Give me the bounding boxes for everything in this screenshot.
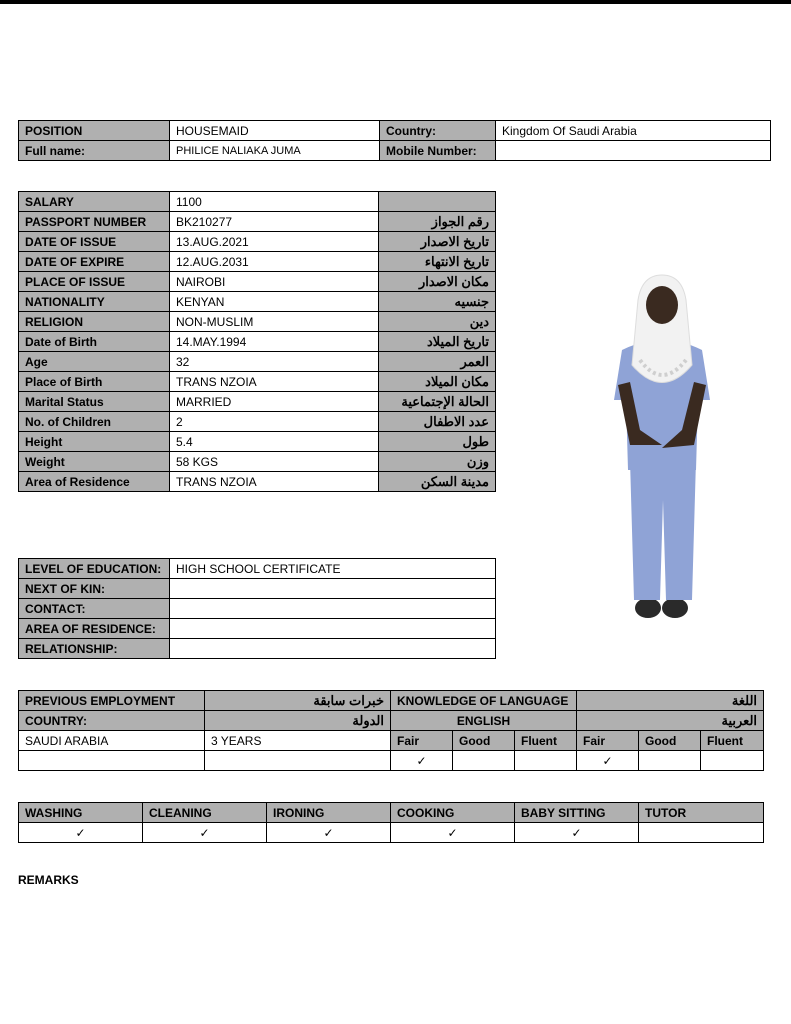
detail-label: Weight [19,452,170,472]
detail-arabic-label: مدينة السكن [379,472,496,492]
education-label: AREA OF RESIDENCE: [19,619,170,639]
education-label: RELATIONSHIP: [19,639,170,659]
details-row [19,392,496,412]
skills-table [18,802,764,843]
education-value [170,599,496,619]
detail-arabic-label: مكان الاصدار [379,272,496,292]
details-row [19,432,496,452]
emp-country-arabic: الدولة [205,711,391,731]
details-row [19,192,496,212]
education-value: HIGH SCHOOL CERTIFICATE [170,559,496,579]
skill-ironing-check: ✓ [267,823,391,843]
detail-label: NATIONALITY [19,292,170,312]
detail-value: 12.AUG.2031 [170,252,379,272]
emp-row-2 [19,711,764,731]
details-row [19,232,496,252]
skills-header-row [19,803,764,823]
emp-duration-value: 3 YEARS [205,731,391,751]
skill-tutor-label: TUTOR [639,803,764,823]
skill-cooking-check: ✓ [391,823,515,843]
prev-employment-label: PREVIOUS EMPLOYMENT [19,691,205,711]
detail-label: Age [19,352,170,372]
arabic-fluent-check [701,751,764,771]
detail-value: NAIROBI [170,272,379,292]
details-row [19,252,496,272]
detail-label: Marital Status [19,392,170,412]
english-fluent-label: Fluent [515,731,577,751]
remarks-label: REMARKS [18,873,79,887]
skill-washing-check: ✓ [19,823,143,843]
detail-value: 13.AUG.2021 [170,232,379,252]
emp-row-3 [19,731,764,751]
skill-ironing-label: IRONING [267,803,391,823]
country-value: Kingdom Of Saudi Arabia [496,121,771,141]
photo-figure [614,275,710,618]
mobile-label: Mobile Number: [380,141,496,161]
top-border [0,0,791,4]
arabic-language-label: العربية [577,711,764,731]
fullname-label: Full name: [19,141,170,161]
detail-arabic-label: تاريخ الانتهاء [379,252,496,272]
arabic-fair-check: ✓ [577,751,639,771]
detail-label: RELIGION [19,312,170,332]
arabic-fair-label: Fair [577,731,639,751]
detail-arabic-label [379,192,496,212]
header-table [18,120,771,161]
english-label: ENGLISH [391,711,577,731]
detail-value: KENYAN [170,292,379,312]
detail-arabic-label: تاريخ الاصدار [379,232,496,252]
detail-label: Height [19,432,170,452]
detail-arabic-label: طول [379,432,496,452]
detail-value: 14.MAY.1994 [170,332,379,352]
skills-check-row [19,823,764,843]
emp-blank-1 [19,751,205,771]
details-table [18,191,496,492]
education-row [19,639,496,659]
detail-arabic-label: رقم الجواز [379,212,496,232]
education-row [19,559,496,579]
employment-language-table [18,690,764,771]
english-good-label: Good [453,731,515,751]
detail-label: Place of Birth [19,372,170,392]
detail-arabic-label: تاريخ الميلاد [379,332,496,352]
prev-employment-arabic: خبرات سابقة [205,691,391,711]
detail-label: DATE OF EXPIRE [19,252,170,272]
country-label: Country: [380,121,496,141]
skill-babysitting-check: ✓ [515,823,639,843]
candidate-photo [600,270,725,630]
header-row-1 [19,121,771,141]
detail-label: No. of Children [19,412,170,432]
education-table [18,558,496,659]
details-row [19,212,496,232]
education-label: CONTACT: [19,599,170,619]
detail-value: 32 [170,352,379,372]
education-row [19,619,496,639]
detail-value: 1100 [170,192,379,212]
detail-arabic-label: الحالة الإجتماعية [379,392,496,412]
english-good-check [453,751,515,771]
detail-label: Date of Birth [19,332,170,352]
details-row [19,372,496,392]
english-fair-check: ✓ [391,751,453,771]
education-value [170,639,496,659]
emp-row-1 [19,691,764,711]
detail-value: MARRIED [170,392,379,412]
language-arabic-label: اللغة [577,691,764,711]
detail-value: BK210277 [170,212,379,232]
english-fluent-check [515,751,577,771]
detail-value: 58 KGS [170,452,379,472]
detail-arabic-label: وزن [379,452,496,472]
detail-value: TRANS NZOIA [170,372,379,392]
details-row [19,312,496,332]
detail-arabic-label: مكان الميلاد [379,372,496,392]
details-row [19,412,496,432]
skill-babysitting-label: BABY SITTING [515,803,639,823]
education-value [170,579,496,599]
details-row [19,472,496,492]
emp-country-value: SAUDI ARABIA [19,731,205,751]
language-knowledge-label: KNOWLEDGE OF LANGUAGE [391,691,577,711]
emp-row-4 [19,751,764,771]
detail-label: SALARY [19,192,170,212]
detail-label: PASSPORT NUMBER [19,212,170,232]
detail-label: Area of Residence [19,472,170,492]
emp-blank-2 [205,751,391,771]
detail-label: DATE OF ISSUE [19,232,170,252]
education-row [19,599,496,619]
skill-cleaning-check: ✓ [143,823,267,843]
position-label: POSITION [19,121,170,141]
details-row [19,272,496,292]
details-row [19,352,496,372]
emp-country-label: COUNTRY: [19,711,205,731]
details-row [19,292,496,312]
detail-arabic-label: جنسيه [379,292,496,312]
education-label: NEXT OF KIN: [19,579,170,599]
skill-washing-label: WASHING [19,803,143,823]
education-value [170,619,496,639]
position-value: HOUSEMAID [170,121,380,141]
arabic-good-check [639,751,701,771]
detail-value: 5.4 [170,432,379,452]
skill-cooking-label: COOKING [391,803,515,823]
english-fair-label: Fair [391,731,453,751]
detail-arabic-label: العمر [379,352,496,372]
skill-cleaning-label: CLEANING [143,803,267,823]
detail-arabic-label: عدد الاطفال [379,412,496,432]
detail-value: TRANS NZOIA [170,472,379,492]
arabic-good-label: Good [639,731,701,751]
education-label: LEVEL OF EDUCATION: [19,559,170,579]
mobile-value [496,141,771,161]
header-row-2 [19,141,771,161]
detail-value: NON-MUSLIM [170,312,379,332]
detail-arabic-label: دين [379,312,496,332]
detail-label: PLACE OF ISSUE [19,272,170,292]
details-row [19,452,496,472]
details-row [19,332,496,352]
fullname-value: PHILICE NALIAKA JUMA [170,141,380,161]
detail-value: 2 [170,412,379,432]
skill-tutor-check [639,823,764,843]
arabic-fluent-label: Fluent [701,731,764,751]
education-row [19,579,496,599]
